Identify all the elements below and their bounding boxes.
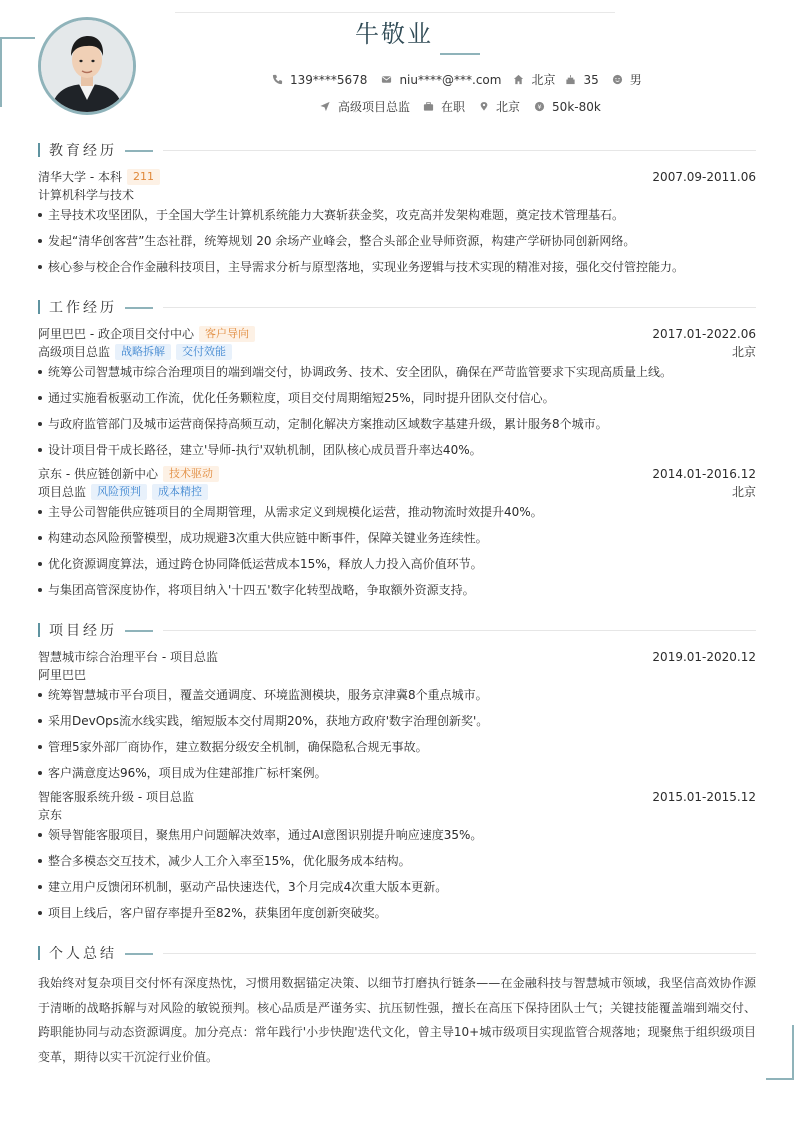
mail-icon xyxy=(381,74,392,85)
project-org-line xyxy=(38,806,756,824)
skill-tag: 风险预判 xyxy=(91,484,147,500)
section-accent xyxy=(125,953,153,955)
section-rule xyxy=(163,307,756,308)
salary-item xyxy=(534,100,601,114)
phone-icon xyxy=(272,74,283,85)
location-pin-icon xyxy=(479,101,489,112)
section-title: 个人总结 xyxy=(49,946,117,962)
avatar xyxy=(38,17,136,115)
section-accent xyxy=(125,630,153,632)
section-bar xyxy=(38,623,40,637)
education-section-header xyxy=(38,140,756,160)
money-icon xyxy=(534,101,545,112)
city-value: 北京 xyxy=(496,100,521,114)
corner-decoration-top-left xyxy=(0,37,35,39)
education-date: 2007.09-2011.06 xyxy=(652,170,756,184)
section-bar xyxy=(38,300,40,314)
work-location: 北京 xyxy=(731,485,756,499)
age-item xyxy=(565,73,598,87)
work-entry-header xyxy=(38,325,756,343)
work-company: 京东 - 供应链创新中心 xyxy=(38,467,158,481)
work-tag: 技术驱动 xyxy=(163,466,219,482)
work-location: 北京 xyxy=(731,345,756,359)
skill-tag: 战略拆解 xyxy=(115,344,171,360)
project-date: 2019.01-2020.12 xyxy=(652,650,756,664)
skill-tag: 交付效能 xyxy=(176,344,232,360)
candidate-name: 牛敬业 xyxy=(355,20,433,48)
hometown-value: 北京 xyxy=(531,73,556,87)
project-section-header xyxy=(38,620,756,640)
section-bar xyxy=(38,946,40,960)
job-intent-row xyxy=(319,98,601,115)
work-role-line xyxy=(38,343,756,361)
send-icon xyxy=(319,101,331,112)
summary-text: 我始终对复杂项目交付怀有深度热忱，习惯用数据锚定决策、以细节打磨执行链条——在金融科技与智慧城市领域，我坚信高效协作源于清晰的战略拆解与对风险的敏锐预判。核心品质是严谨务实、抗压韧性强，擅长在高压下保持团队士气；关键技能覆盖端到端交付、跨职能协同与动态资源调度。加分亮点：常年践行'小步快跑'迭代文化，曾主导10+城市级项目实现监管合规落地；现聚焦于组织级项目变革，期待以实干沉淀行业价值。 xyxy=(38,976,756,1064)
project-org: 阿里巴巴 xyxy=(38,668,87,682)
cake-icon xyxy=(565,74,576,85)
project-title: 智慧城市综合治理平台 - 项目总监 xyxy=(38,650,218,664)
school-tag: 211 xyxy=(127,169,160,185)
work-section-header xyxy=(38,297,756,317)
section-title: 工作经历 xyxy=(49,300,117,316)
corner-decoration-top-left-vertical xyxy=(0,37,2,107)
work-company: 阿里巴巴 - 政企项目交付中心 xyxy=(38,327,194,341)
education-major-line xyxy=(38,186,756,204)
gender-item xyxy=(612,71,642,88)
work-date: 2017.01-2022.06 xyxy=(652,327,756,341)
briefcase-icon xyxy=(423,101,434,112)
status-value: 在职 xyxy=(441,100,466,114)
home-icon xyxy=(513,74,524,85)
name-underline xyxy=(440,53,480,55)
email-address: niu****@***.com xyxy=(399,72,502,87)
work-role-line xyxy=(38,483,756,501)
face-icon xyxy=(612,74,623,85)
position-item xyxy=(319,98,410,115)
work-role: 高级项目总监 xyxy=(38,345,111,359)
work-entry-header xyxy=(38,465,756,483)
hometown-item xyxy=(513,71,555,88)
work-date: 2014.01-2016.12 xyxy=(652,467,756,481)
education-major: 计算机科学与技术 xyxy=(38,188,135,202)
svg-text:¥: ¥ xyxy=(537,102,542,111)
skill-tag: 成本精控 xyxy=(152,484,208,500)
phone-item xyxy=(272,73,367,87)
section-bar xyxy=(38,143,40,157)
gender-value: 男 xyxy=(629,73,642,87)
section-accent xyxy=(125,307,153,309)
section-rule xyxy=(163,953,756,954)
school-title: 清华大学 - 本科 xyxy=(38,170,122,184)
status-item xyxy=(423,98,465,115)
project-title: 智能客服系统升级 - 项目总监 xyxy=(38,790,194,804)
section-title: 教育经历 xyxy=(49,143,117,159)
education-entry-header xyxy=(38,168,756,186)
phone-number: 139****5678 xyxy=(290,72,368,87)
email-item xyxy=(381,73,501,87)
salary-value: 50k-80k xyxy=(552,99,601,114)
city-item xyxy=(479,98,520,115)
section-title: 项目经历 xyxy=(49,623,117,639)
work-tag: 客户导向 xyxy=(199,326,255,342)
summary-section-header xyxy=(38,943,756,963)
section-rule xyxy=(163,150,756,151)
position-value: 高级项目总监 xyxy=(338,100,411,114)
section-accent xyxy=(125,150,153,152)
project-org-line xyxy=(38,666,756,684)
project-entry-header xyxy=(38,788,756,806)
work-role: 项目总监 xyxy=(38,485,87,499)
contact-row xyxy=(272,71,642,88)
age-value: 35 xyxy=(583,72,599,87)
project-entry-header xyxy=(38,648,756,666)
project-date: 2015.01-2015.12 xyxy=(652,790,756,804)
corner-decoration-bottom-right xyxy=(766,1078,794,1080)
project-org: 京东 xyxy=(38,808,63,822)
section-rule xyxy=(163,630,756,631)
header-top-rule xyxy=(175,12,615,13)
